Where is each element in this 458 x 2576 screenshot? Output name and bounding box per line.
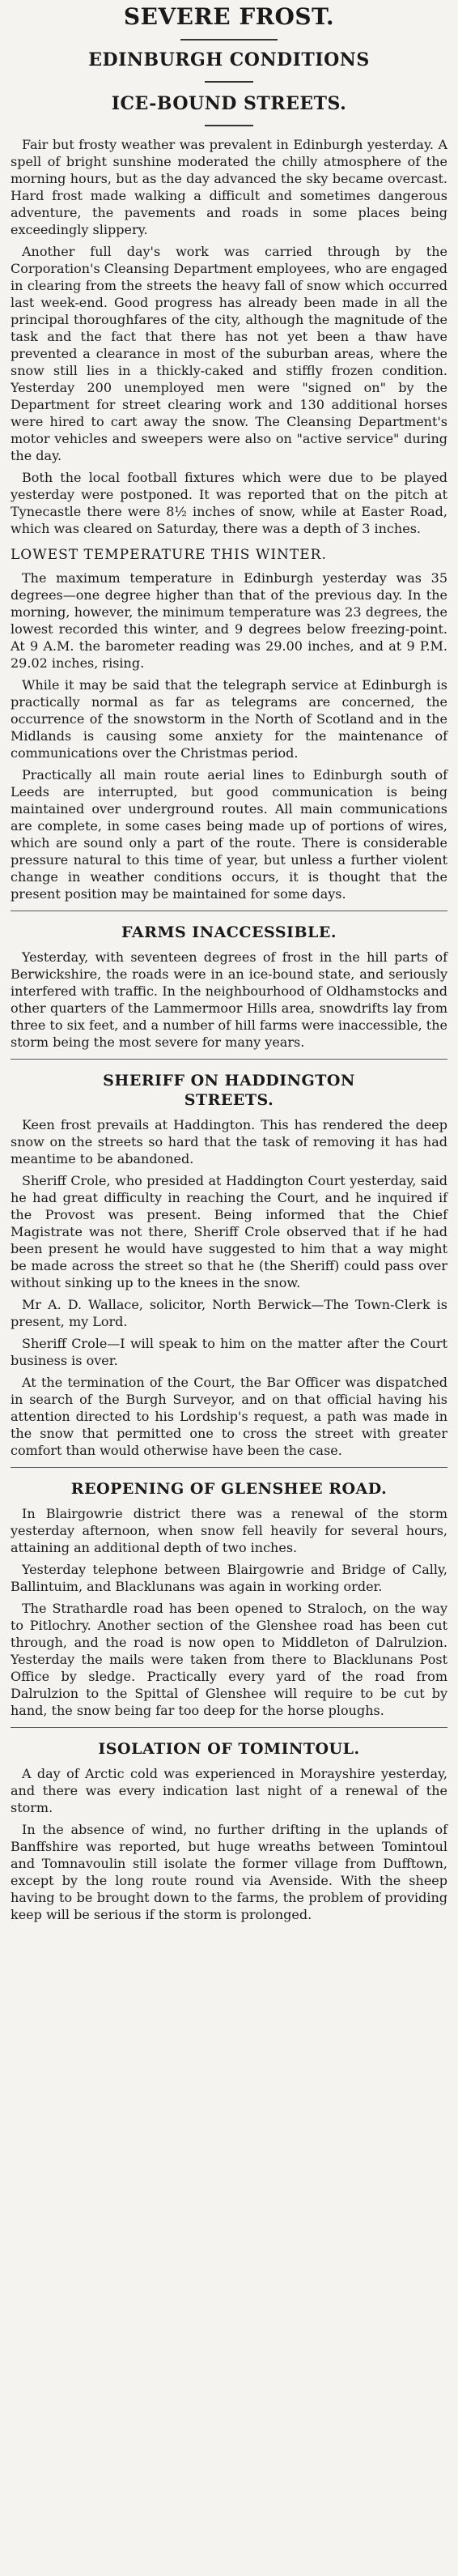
section-divider xyxy=(11,1727,447,1728)
intro-paragraph: Fair but frosty weather was prevalent in Edinburgh yesterday. A spell of bright sunshine moderated the chilly atmosphere of the morning hours, but as the day advanced the sky became overcast. Hard frost made walking a difficult and sometimes dangerous adventure, the pavements and roads in some places being exceedingly slippery. xyxy=(11,137,447,237)
tomintoul-paragraph: In the absence of wind, no further drifting in the uplands of Banffshire was reported, but huge wreaths between Tomintoul and Tomnavoulin still isolate the former village from Dufftown, except by the long route round via Avenside. With the sheep having to be brought down to the farms, the problem of providing keep will be serious if the storm is prolonged. xyxy=(11,1822,447,1922)
article-column xyxy=(11,0,447,1923)
sheriff-paragraph: Sheriff Crole—I will speak to him on the matter after the Court business is over. xyxy=(11,1336,447,1368)
headline-deck: ICE-BOUND STREETS. xyxy=(111,93,347,114)
lowest-temp-heading: LOWEST TEMPERATURE THIS WINTER. xyxy=(11,547,327,563)
sheriff-heading-line1: SHERIFF ON HADDINGTON xyxy=(103,1072,355,1090)
glenshee-heading: REOPENING OF GLENSHEE ROAD. xyxy=(70,1480,388,1498)
lowest-temp-paragraph: The maximum temperature in Edinburgh yesterday was 35 degrees—one degree higher than that of the previous day. In the morning, however, the minimum temperature was 23 degrees, the lowest recorded this winter, and 9 degrees below freezing-point. At 9 A.M. the barometer reading was 29.00 inches, and at 9 P.M. 29.02 inches, rising. xyxy=(11,570,447,671)
glenshee-paragraph: Yesterday telephone between Blairgowrie and Bridge of Cally, Ballintuim, and Blacklunans was again in working order. xyxy=(11,1562,447,1594)
sheriff-paragraph: Mr A. D. Wallace, solicitor, North Berwick—The Town-Clerk is present, my Lord. xyxy=(11,1297,447,1329)
glenshee-paragraph: The Strathardle road has been opened to Straloch, on the way to Pitlochry. Another section of the Glenshee road has been cut through, and the road is now open to Middleton of Dalrulzion. Yesterday the mails were taken from there to Blacklunans Post Office by sledge. Practically every yard of the road from Dalrulzion to the Spittal of Glenshee will require to be cut by hand, the snow being far too deep for the horse ploughs. xyxy=(11,1601,447,1718)
glenshee-paragraph: In Blairgowrie district there was a renewal of the storm yesterday afternoon, when snow fell heavily for several hours, attaining an additional depth of two inches. xyxy=(11,1506,447,1555)
tomintoul-heading: ISOLATION OF TOMINTOUL. xyxy=(98,1740,360,1758)
subtitle-rule xyxy=(205,81,253,83)
headline-subtitle: EDINBURGH CONDITIONS xyxy=(88,49,370,70)
intro-paragraph: Another full day's work was carried through by the Corporation's Cleansing Department employees, who are engaged in clearing from the streets the heavy fall of snow which occurred last week-end. Good progress has already been made in all the principal thoroughfares of the city, although the magnitude of the task and the fact that there has not yet been a thaw have prevented a clearance in most of the suburban areas, where the snow still lies in a thickly-caked and stiffly frozen condition. Yesterday 200 unemployed men were "signed on" by the Department for street clearing work and 130 additional horses were hired to cart away the snow. The Cleansing Department's motor vehicles and sweepers were also on "active service" during the day. xyxy=(11,244,447,463)
glenshee-section xyxy=(11,1505,447,1719)
deck-rule xyxy=(205,125,253,126)
tomintoul-paragraph: A day of Arctic cold was experienced in Morayshire yesterday, and there was every indication last night of a renewal of the storm. xyxy=(11,1766,447,1815)
lowest-temp-paragraph: Practically all main route aerial lines to Edinburgh south of Leeds are interrupted, but good communication is being maintained over underground routes. All main communications are complete, in some cases being made up of portions of wires, which are sound only a part of the route. There is considerable pressure natural to this time of year, but unless a further violent change in weather conditions occurs, it is thought that the present position may be maintained for some days. xyxy=(11,767,447,902)
section-divider xyxy=(11,1467,447,1468)
headline-title: SEVERE FROST. xyxy=(123,3,335,30)
sheriff-heading-line2: STREETS. xyxy=(184,1091,274,1109)
farms-paragraph: Yesterday, with seventeen degrees of frost in the hill parts of Berwickshire, the roads were in an ice-bound state, and seriously interfered with traffic. In the neighbourhood of Oldhamstocks and other quarters of the Lammermoor Hills area, snowdrifts lay from three to six feet, and a number of hill farms were inaccessible, the storm being the most severe for many years. xyxy=(11,949,447,1050)
sheriff-section xyxy=(11,1116,447,1459)
section-divider xyxy=(11,1059,447,1060)
tomintoul-section xyxy=(11,1765,447,1923)
sheriff-paragraph: Sheriff Crole, who presided at Haddington Court yesterday, said he had great difficulty in reaching the Court, and he inquired if the Provost was present. Being informed that the Chief Magistrate was not there, Sheriff Crole observed that if he had been present he would have suggested to him that a way might be made across the street so that he (the Sheriff) could pass over without sinking up to the knees in the snow. xyxy=(11,1173,447,1290)
intro-paragraph: Both the local football fixtures which were due to be played yesterday were postponed. It was reported that on the pitch at Tynecastle there were 8½ inches of snow, while at Easter Road, which was cleared on Saturday, there was a depth of 3 inches. xyxy=(11,470,447,536)
intro-section xyxy=(11,136,447,537)
farms-heading: FARMS INACCESSIBLE. xyxy=(121,923,337,941)
sheriff-paragraph: At the termination of the Court, the Bar Officer was dispatched in search of the Burgh Surveyor, and on that official having his attention directed to his Lordship's request, a path was made in the snow that permitted one to cross the street with greater comfort than would otherwise have been the case. xyxy=(11,1375,447,1458)
headline-rule xyxy=(180,39,278,41)
sheriff-paragraph: Keen frost prevails at Haddington. This has rendered the deep snow on the streets so hard that the task of removing it has had meantime to be abandoned. xyxy=(11,1117,447,1166)
lowest-temp-section xyxy=(11,569,447,902)
lowest-temp-paragraph: While it may be said that the telegraph service at Edinburgh is practically normal as far as telegrams are concerned, the occurrence of the snowstorm in the North of Scotland and in the Midlands is causing some anxiety for the maintenance of communications over the Christmas period. xyxy=(11,677,447,761)
farms-section xyxy=(11,949,447,1051)
